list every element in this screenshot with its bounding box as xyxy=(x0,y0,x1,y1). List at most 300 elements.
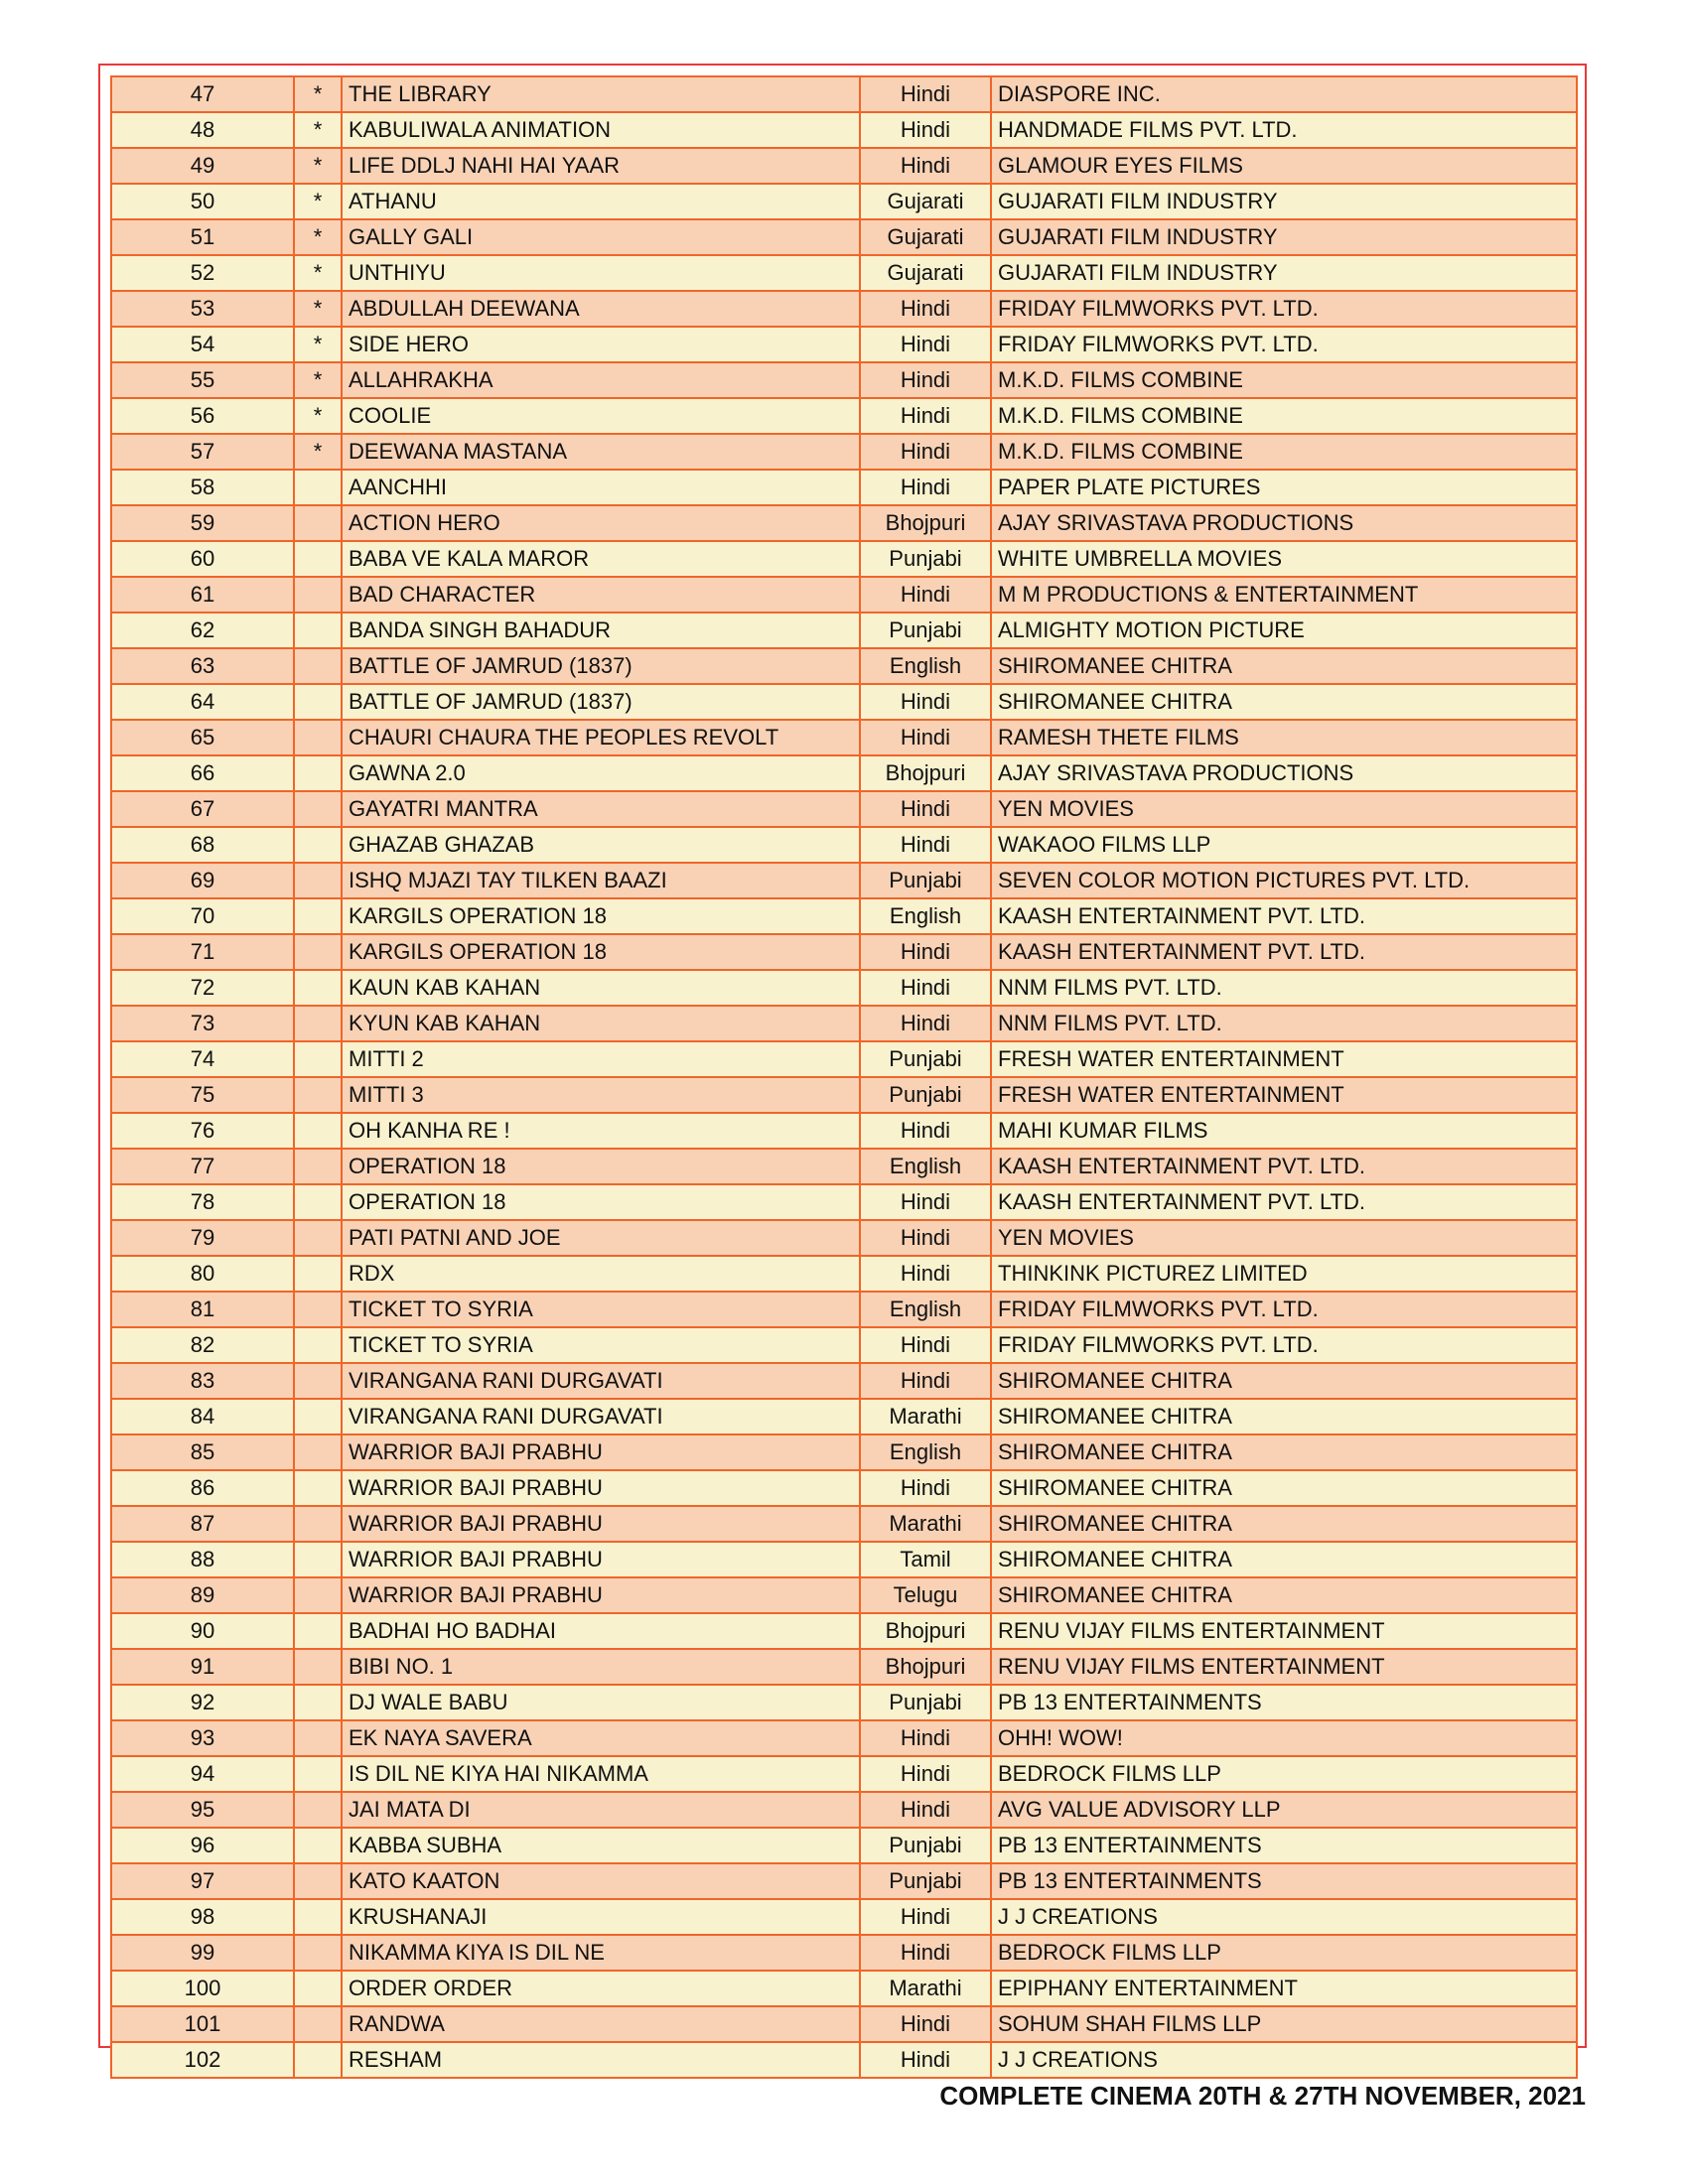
serial-number: 52 xyxy=(111,255,294,291)
table-row xyxy=(111,1899,1577,1935)
producer-name: YEN MOVIES xyxy=(991,1220,1577,1256)
serial-number: 102 xyxy=(111,2042,294,2078)
film-title: TICKET TO SYRIA xyxy=(342,1327,860,1363)
producer-name: NNM FILMS PVT. LTD. xyxy=(991,1006,1577,1041)
producer-name: SHIROMANEE CHITRA xyxy=(991,684,1577,720)
film-language: Hindi xyxy=(860,934,991,970)
asterisk-mark xyxy=(294,1041,342,1077)
table-row xyxy=(111,505,1577,541)
film-title: WARRIOR BAJI PRABHU xyxy=(342,1434,860,1470)
producer-name: SHIROMANEE CHITRA xyxy=(991,1577,1577,1613)
film-language: English xyxy=(860,648,991,684)
producer-name: KAASH ENTERTAINMENT PVT. LTD. xyxy=(991,1149,1577,1184)
film-title: COOLIE xyxy=(342,398,860,434)
serial-number: 76 xyxy=(111,1113,294,1149)
producer-name: RENU VIJAY FILMS ENTERTAINMENT xyxy=(991,1613,1577,1649)
film-title: GAYATRI MANTRA xyxy=(342,791,860,827)
film-title: ALLAHRAKHA xyxy=(342,362,860,398)
table-row xyxy=(111,1828,1577,1863)
table-row xyxy=(111,1685,1577,1720)
film-language: Bhojpuri xyxy=(860,755,991,791)
table-row xyxy=(111,255,1577,291)
serial-number: 73 xyxy=(111,1006,294,1041)
film-language: Hindi xyxy=(860,1470,991,1506)
producer-name: FRIDAY FILMWORKS PVT. LTD. xyxy=(991,1292,1577,1327)
asterisk-mark xyxy=(294,470,342,505)
serial-number: 65 xyxy=(111,720,294,755)
producer-name: SEVEN COLOR MOTION PICTURES PVT. LTD. xyxy=(991,863,1577,898)
film-language: Marathi xyxy=(860,1971,991,2006)
producer-name: M.K.D. FILMS COMBINE xyxy=(991,362,1577,398)
serial-number: 98 xyxy=(111,1899,294,1935)
asterisk-mark xyxy=(294,1113,342,1149)
asterisk-mark xyxy=(294,1399,342,1434)
asterisk-mark: * xyxy=(294,76,342,112)
serial-number: 59 xyxy=(111,505,294,541)
table-row xyxy=(111,1077,1577,1113)
film-language: Hindi xyxy=(860,827,991,863)
film-language: Gujarati xyxy=(860,255,991,291)
producer-name: FRIDAY FILMWORKS PVT. LTD. xyxy=(991,327,1577,362)
table-row xyxy=(111,1327,1577,1363)
table-row xyxy=(111,755,1577,791)
producer-name: AJAY SRIVASTAVA PRODUCTIONS xyxy=(991,755,1577,791)
film-title: ISHQ MJAZI TAY TILKEN BAAZI xyxy=(342,863,860,898)
asterisk-mark xyxy=(294,970,342,1006)
film-title: BATTLE OF JAMRUD (1837) xyxy=(342,684,860,720)
film-title: KRUSHANAJI xyxy=(342,1899,860,1935)
producer-name: BEDROCK FILMS LLP xyxy=(991,1935,1577,1971)
serial-number: 83 xyxy=(111,1363,294,1399)
table-row xyxy=(111,1756,1577,1792)
table-row xyxy=(111,648,1577,684)
serial-number: 61 xyxy=(111,577,294,613)
asterisk-mark: * xyxy=(294,184,342,219)
producer-name: KAASH ENTERTAINMENT PVT. LTD. xyxy=(991,934,1577,970)
asterisk-mark: * xyxy=(294,327,342,362)
asterisk-mark xyxy=(294,898,342,934)
serial-number: 90 xyxy=(111,1613,294,1649)
asterisk-mark: * xyxy=(294,362,342,398)
film-language: Hindi xyxy=(860,362,991,398)
film-language: Hindi xyxy=(860,1792,991,1828)
serial-number: 64 xyxy=(111,684,294,720)
film-language: Hindi xyxy=(860,684,991,720)
serial-number: 47 xyxy=(111,76,294,112)
table-row xyxy=(111,1184,1577,1220)
film-title: MITTI 2 xyxy=(342,1041,860,1077)
serial-number: 77 xyxy=(111,1149,294,1184)
producer-name: SHIROMANEE CHITRA xyxy=(991,1506,1577,1542)
asterisk-mark: * xyxy=(294,291,342,327)
serial-number: 89 xyxy=(111,1577,294,1613)
film-language: Hindi xyxy=(860,577,991,613)
film-title: EK NAYA SAVERA xyxy=(342,1720,860,1756)
film-language: Bhojpuri xyxy=(860,505,991,541)
film-language: Hindi xyxy=(860,791,991,827)
film-title: RANDWA xyxy=(342,2006,860,2042)
producer-name: FRESH WATER ENTERTAINMENT xyxy=(991,1077,1577,1113)
producer-name: FRESH WATER ENTERTAINMENT xyxy=(991,1041,1577,1077)
table-row xyxy=(111,1220,1577,1256)
serial-number: 70 xyxy=(111,898,294,934)
serial-number: 92 xyxy=(111,1685,294,1720)
asterisk-mark xyxy=(294,1077,342,1113)
asterisk-mark xyxy=(294,1006,342,1041)
asterisk-mark xyxy=(294,863,342,898)
asterisk-mark xyxy=(294,1792,342,1828)
page-footer: COMPLETE CINEMA 20TH & 27TH NOVEMBER, 2021 xyxy=(939,2081,1586,2111)
film-language: Hindi xyxy=(860,970,991,1006)
producer-name: GUJARATI FILM INDUSTRY xyxy=(991,184,1577,219)
producer-name: J J CREATIONS xyxy=(991,1899,1577,1935)
producer-name: AVG VALUE ADVISORY LLP xyxy=(991,1792,1577,1828)
film-language: Hindi xyxy=(860,1220,991,1256)
film-language: Punjabi xyxy=(860,863,991,898)
producer-name: J J CREATIONS xyxy=(991,2042,1577,2078)
film-title: RESHAM xyxy=(342,2042,860,2078)
asterisk-mark xyxy=(294,1506,342,1542)
serial-number: 62 xyxy=(111,613,294,648)
film-title: KAUN KAB KAHAN xyxy=(342,970,860,1006)
producer-name: M.K.D. FILMS COMBINE xyxy=(991,398,1577,434)
film-title: UNTHIYU xyxy=(342,255,860,291)
producer-name: RENU VIJAY FILMS ENTERTAINMENT xyxy=(991,1649,1577,1685)
film-language: Punjabi xyxy=(860,1685,991,1720)
table-row xyxy=(111,898,1577,934)
table-row xyxy=(111,1006,1577,1041)
serial-number: 60 xyxy=(111,541,294,577)
asterisk-mark: * xyxy=(294,148,342,184)
film-language: Hindi xyxy=(860,76,991,112)
table-row xyxy=(111,2006,1577,2042)
table-row xyxy=(111,827,1577,863)
table-row xyxy=(111,1470,1577,1506)
film-title: LIFE DDLJ NAHI HAI YAAR xyxy=(342,148,860,184)
serial-number: 80 xyxy=(111,1256,294,1292)
film-language: Hindi xyxy=(860,720,991,755)
film-title: GHAZAB GHAZAB xyxy=(342,827,860,863)
asterisk-mark xyxy=(294,613,342,648)
producer-name: SHIROMANEE CHITRA xyxy=(991,1470,1577,1506)
asterisk-mark xyxy=(294,1828,342,1863)
serial-number: 75 xyxy=(111,1077,294,1113)
film-title: AANCHHI xyxy=(342,470,860,505)
film-language: Bhojpuri xyxy=(860,1649,991,1685)
asterisk-mark xyxy=(294,1149,342,1184)
film-title: TICKET TO SYRIA xyxy=(342,1292,860,1327)
film-language: English xyxy=(860,1434,991,1470)
film-title: BADHAI HO BADHAI xyxy=(342,1613,860,1649)
table-row xyxy=(111,1863,1577,1899)
film-language: Punjabi xyxy=(860,1077,991,1113)
film-title: OH KANHA RE ! xyxy=(342,1113,860,1149)
table-row xyxy=(111,613,1577,648)
asterisk-mark xyxy=(294,827,342,863)
asterisk-mark xyxy=(294,2006,342,2042)
film-title: GAWNA 2.0 xyxy=(342,755,860,791)
table-row xyxy=(111,1363,1577,1399)
asterisk-mark xyxy=(294,934,342,970)
producer-name: HANDMADE FILMS PVT. LTD. xyxy=(991,112,1577,148)
film-title: CHAURI CHAURA THE PEOPLES REVOLT xyxy=(342,720,860,755)
serial-number: 50 xyxy=(111,184,294,219)
serial-number: 48 xyxy=(111,112,294,148)
producer-name: OHH! WOW! xyxy=(991,1720,1577,1756)
film-language: English xyxy=(860,1292,991,1327)
film-language: Hindi xyxy=(860,434,991,470)
serial-number: 54 xyxy=(111,327,294,362)
film-title: VIRANGANA RANI DURGAVATI xyxy=(342,1399,860,1434)
asterisk-mark xyxy=(294,577,342,613)
film-title: DEEWANA MASTANA xyxy=(342,434,860,470)
film-language: Hindi xyxy=(860,1899,991,1935)
serial-number: 51 xyxy=(111,219,294,255)
serial-number: 79 xyxy=(111,1220,294,1256)
film-register-body xyxy=(111,76,1577,2078)
film-language: Punjabi xyxy=(860,1041,991,1077)
film-language: Hindi xyxy=(860,1935,991,1971)
serial-number: 72 xyxy=(111,970,294,1006)
serial-number: 66 xyxy=(111,755,294,791)
serial-number: 99 xyxy=(111,1935,294,1971)
producer-name: DIASPORE INC. xyxy=(991,76,1577,112)
film-title: BABA VE KALA MAROR xyxy=(342,541,860,577)
film-title: WARRIOR BAJI PRABHU xyxy=(342,1577,860,1613)
asterisk-mark xyxy=(294,1899,342,1935)
table-row xyxy=(111,970,1577,1006)
serial-number: 97 xyxy=(111,1863,294,1899)
table-row xyxy=(111,327,1577,362)
table-row xyxy=(111,112,1577,148)
asterisk-mark xyxy=(294,1434,342,1470)
asterisk-mark xyxy=(294,1470,342,1506)
serial-number: 100 xyxy=(111,1971,294,2006)
film-title: BAD CHARACTER xyxy=(342,577,860,613)
asterisk-mark xyxy=(294,1220,342,1256)
asterisk-mark xyxy=(294,1327,342,1363)
asterisk-mark xyxy=(294,1184,342,1220)
asterisk-mark xyxy=(294,541,342,577)
serial-number: 82 xyxy=(111,1327,294,1363)
film-title: IS DIL NE KIYA HAI NIKAMMA xyxy=(342,1756,860,1792)
serial-number: 94 xyxy=(111,1756,294,1792)
asterisk-mark xyxy=(294,1292,342,1327)
table-row xyxy=(111,434,1577,470)
asterisk-mark xyxy=(294,1971,342,2006)
serial-number: 86 xyxy=(111,1470,294,1506)
asterisk-mark: * xyxy=(294,255,342,291)
table-row xyxy=(111,1935,1577,1971)
film-language: Gujarati xyxy=(860,184,991,219)
producer-name: BEDROCK FILMS LLP xyxy=(991,1756,1577,1792)
film-title: KABULIWALA ANIMATION xyxy=(342,112,860,148)
producer-name: PB 13 ENTERTAINMENTS xyxy=(991,1863,1577,1899)
producer-name: SHIROMANEE CHITRA xyxy=(991,1363,1577,1399)
asterisk-mark xyxy=(294,684,342,720)
film-title: VIRANGANA RANI DURGAVATI xyxy=(342,1363,860,1399)
film-title: JAI MATA DI xyxy=(342,1792,860,1828)
film-language: Hindi xyxy=(860,1006,991,1041)
film-title: KATO KAATON xyxy=(342,1863,860,1899)
serial-number: 53 xyxy=(111,291,294,327)
serial-number: 68 xyxy=(111,827,294,863)
asterisk-mark xyxy=(294,1363,342,1399)
film-title: SIDE HERO xyxy=(342,327,860,362)
asterisk-mark xyxy=(294,755,342,791)
asterisk-mark xyxy=(294,1935,342,1971)
serial-number: 74 xyxy=(111,1041,294,1077)
asterisk-mark xyxy=(294,1685,342,1720)
table-row xyxy=(111,934,1577,970)
table-row xyxy=(111,1971,1577,2006)
serial-number: 71 xyxy=(111,934,294,970)
film-title: OPERATION 18 xyxy=(342,1184,860,1220)
film-language: Hindi xyxy=(860,112,991,148)
film-language: Hindi xyxy=(860,2006,991,2042)
asterisk-mark: * xyxy=(294,112,342,148)
serial-number: 63 xyxy=(111,648,294,684)
film-title: ACTION HERO xyxy=(342,505,860,541)
film-title: OPERATION 18 xyxy=(342,1149,860,1184)
film-language: Gujarati xyxy=(860,219,991,255)
table-row xyxy=(111,1041,1577,1077)
serial-number: 67 xyxy=(111,791,294,827)
film-title: BANDA SINGH BAHADUR xyxy=(342,613,860,648)
film-language: Punjabi xyxy=(860,541,991,577)
producer-name: GUJARATI FILM INDUSTRY xyxy=(991,255,1577,291)
table-row xyxy=(111,1720,1577,1756)
asterisk-mark xyxy=(294,1542,342,1577)
table-row xyxy=(111,148,1577,184)
film-title: WARRIOR BAJI PRABHU xyxy=(342,1542,860,1577)
producer-name: MAHI KUMAR FILMS xyxy=(991,1113,1577,1149)
producer-name: THINKINK PICTUREZ LIMITED xyxy=(991,1256,1577,1292)
serial-number: 81 xyxy=(111,1292,294,1327)
film-language: Hindi xyxy=(860,1327,991,1363)
table-row xyxy=(111,1434,1577,1470)
producer-name: ALMIGHTY MOTION PICTURE xyxy=(991,613,1577,648)
producer-name: KAASH ENTERTAINMENT PVT. LTD. xyxy=(991,898,1577,934)
film-language: Marathi xyxy=(860,1399,991,1434)
film-language: English xyxy=(860,898,991,934)
film-title: THE LIBRARY xyxy=(342,76,860,112)
film-language: Hindi xyxy=(860,291,991,327)
producer-name: SOHUM SHAH FILMS LLP xyxy=(991,2006,1577,2042)
table-row xyxy=(111,1399,1577,1434)
table-row xyxy=(111,720,1577,755)
table-row xyxy=(111,1542,1577,1577)
film-language: Hindi xyxy=(860,1363,991,1399)
table-row xyxy=(111,1613,1577,1649)
producer-name: GUJARATI FILM INDUSTRY xyxy=(991,219,1577,255)
table-row xyxy=(111,2042,1577,2078)
asterisk-mark xyxy=(294,720,342,755)
table-row xyxy=(111,577,1577,613)
producer-name: PB 13 ENTERTAINMENTS xyxy=(991,1828,1577,1863)
serial-number: 96 xyxy=(111,1828,294,1863)
table-row xyxy=(111,1577,1577,1613)
serial-number: 49 xyxy=(111,148,294,184)
producer-name: M.K.D. FILMS COMBINE xyxy=(991,434,1577,470)
film-title: KABBA SUBHA xyxy=(342,1828,860,1863)
serial-number: 84 xyxy=(111,1399,294,1434)
producer-name: RAMESH THETE FILMS xyxy=(991,720,1577,755)
serial-number: 95 xyxy=(111,1792,294,1828)
table-row xyxy=(111,1113,1577,1149)
asterisk-mark xyxy=(294,1649,342,1685)
table-row xyxy=(111,791,1577,827)
film-language: Marathi xyxy=(860,1506,991,1542)
producer-name: GLAMOUR EYES FILMS xyxy=(991,148,1577,184)
film-language: Hindi xyxy=(860,1756,991,1792)
producer-name: SHIROMANEE CHITRA xyxy=(991,1434,1577,1470)
table-row xyxy=(111,1256,1577,1292)
film-title: KARGILS OPERATION 18 xyxy=(342,898,860,934)
film-language: Hindi xyxy=(860,470,991,505)
table-row xyxy=(111,863,1577,898)
asterisk-mark xyxy=(294,505,342,541)
producer-name: AJAY SRIVASTAVA PRODUCTIONS xyxy=(991,505,1577,541)
serial-number: 85 xyxy=(111,1434,294,1470)
producer-name: WHITE UMBRELLA MOVIES xyxy=(991,541,1577,577)
producer-name: KAASH ENTERTAINMENT PVT. LTD. xyxy=(991,1184,1577,1220)
film-language: Hindi xyxy=(860,327,991,362)
table-row xyxy=(111,1506,1577,1542)
table-row xyxy=(111,219,1577,255)
table-row xyxy=(111,1149,1577,1184)
producer-name: WAKAOO FILMS LLP xyxy=(991,827,1577,863)
producer-name: FRIDAY FILMWORKS PVT. LTD. xyxy=(991,1327,1577,1363)
producer-name: SHIROMANEE CHITRA xyxy=(991,648,1577,684)
producer-name: PB 13 ENTERTAINMENTS xyxy=(991,1685,1577,1720)
table-row xyxy=(111,1292,1577,1327)
film-language: Hindi xyxy=(860,1256,991,1292)
producer-name: PAPER PLATE PICTURES xyxy=(991,470,1577,505)
film-title: BATTLE OF JAMRUD (1837) xyxy=(342,648,860,684)
table-row xyxy=(111,1792,1577,1828)
asterisk-mark xyxy=(294,1720,342,1756)
table-row xyxy=(111,470,1577,505)
table-row xyxy=(111,362,1577,398)
film-title: BIBI NO. 1 xyxy=(342,1649,860,1685)
film-language: Hindi xyxy=(860,148,991,184)
serial-number: 57 xyxy=(111,434,294,470)
asterisk-mark xyxy=(294,648,342,684)
film-language: Hindi xyxy=(860,1184,991,1220)
asterisk-mark: * xyxy=(294,219,342,255)
asterisk-mark xyxy=(294,1863,342,1899)
film-language: Telugu xyxy=(860,1577,991,1613)
table-row xyxy=(111,1649,1577,1685)
film-title: WARRIOR BAJI PRABHU xyxy=(342,1506,860,1542)
table-row xyxy=(111,398,1577,434)
producer-name: SHIROMANEE CHITRA xyxy=(991,1542,1577,1577)
film-title: GALLY GALI xyxy=(342,219,860,255)
serial-number: 56 xyxy=(111,398,294,434)
producer-name: SHIROMANEE CHITRA xyxy=(991,1399,1577,1434)
film-title: KYUN KAB KAHAN xyxy=(342,1006,860,1041)
film-title: ABDULLAH DEEWANA xyxy=(342,291,860,327)
serial-number: 78 xyxy=(111,1184,294,1220)
film-title: MITTI 3 xyxy=(342,1077,860,1113)
serial-number: 58 xyxy=(111,470,294,505)
producer-name: YEN MOVIES xyxy=(991,791,1577,827)
film-language: Punjabi xyxy=(860,613,991,648)
serial-number: 101 xyxy=(111,2006,294,2042)
asterisk-mark xyxy=(294,791,342,827)
table-row xyxy=(111,291,1577,327)
